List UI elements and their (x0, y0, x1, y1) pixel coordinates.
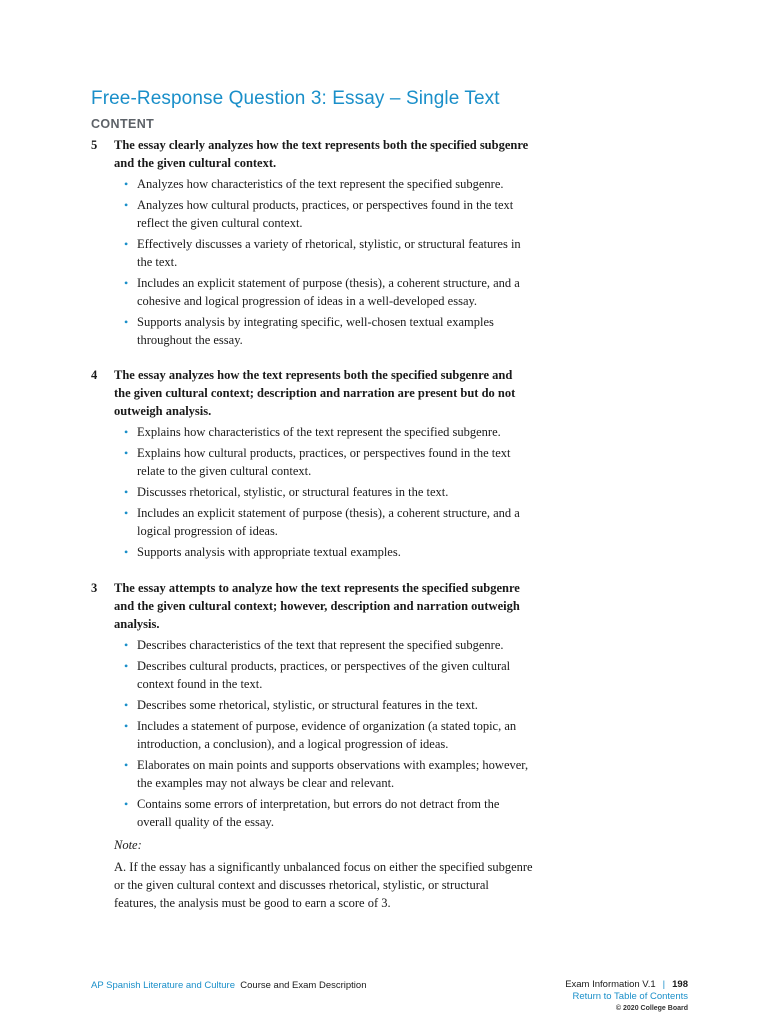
score-number: 4 (91, 368, 98, 382)
page-title: Free-Response Question 3: Essay – Single Text (91, 88, 500, 109)
score-number: 3 (91, 581, 98, 595)
footer-exam-info: Exam Information V.1 (565, 979, 656, 990)
bullet-icon: • (124, 506, 129, 520)
bullet-icon: • (124, 758, 129, 772)
list-item: • Includes an explicit statement of purpose (thesis), a coherent structure, and a logical progression of ideas. (124, 506, 520, 538)
list-item: • Analyzes how cultural products, practices, or perspectives found in the text reflect the given cultural context. (124, 198, 514, 230)
bullet-icon: • (124, 545, 129, 559)
bullet-icon: • (124, 177, 129, 191)
section-label: CONTENT (91, 117, 155, 131)
note-block (114, 836, 534, 912)
list-item: • Contains some errors of interpretation, but errors do not detract from the overall quality of the essay. (124, 797, 500, 829)
bullet-icon: • (124, 276, 129, 290)
bullet-icon: • (124, 719, 129, 733)
bullet-icon: • (124, 425, 129, 439)
list-item: • Supports analysis by integrating specific, well-chosen textual examples throughout the essay. (124, 315, 494, 347)
bullet-icon: • (124, 315, 129, 329)
list-item: • Describes characteristics of the text that represent the specified subgenre. (124, 638, 504, 652)
footer-course-description: Course and Exam Description (240, 980, 367, 991)
list-item: • Supports analysis with appropriate textual examples. (124, 545, 401, 559)
footer-course (91, 980, 366, 991)
score-5-block (91, 136, 531, 352)
bullet-icon: • (124, 237, 129, 251)
criteria-list (124, 175, 531, 349)
list-item: • Effectively discusses a variety of rhetorical, stylistic, or structural features in the text. (124, 237, 521, 269)
criteria-list (124, 423, 531, 561)
score-4-block (91, 366, 531, 564)
list-item: • Includes a statement of purpose, evidence of organization (a stated topic, an introduction, a conclusion), and a logical progression of ideas. (124, 719, 517, 751)
footer-page-info (565, 979, 688, 1015)
criteria-list (124, 636, 531, 831)
score-heading: The essay attempts to analyze how the text represents the specified subgenre and the given cultural context; however, description and narration outweigh analysis. (114, 581, 520, 631)
bullet-icon: • (124, 485, 129, 499)
bullet-icon: • (124, 659, 129, 673)
list-item: • Includes an explicit statement of purpose (thesis), a coherent structure, and a cohesive and logical progression of ideas in a well-developed essay. (124, 276, 520, 308)
bullet-icon: • (124, 638, 129, 652)
list-item: • Describes some rhetorical, stylistic, or structural features in the text. (124, 698, 478, 712)
score-heading: The essay clearly analyzes how the text represents both the specified subgenre and the given cultural context. (114, 138, 529, 170)
toc-link[interactable]: Return to Table of Contents (572, 991, 688, 1002)
bullet-icon: • (124, 698, 129, 712)
list-item: • Describes cultural products, practices, or perspectives of the given cultural context found in the text. (124, 659, 511, 691)
footer-separator: | (662, 979, 666, 990)
score-3-block (91, 579, 531, 834)
score-number: 5 (91, 138, 98, 152)
list-item: • Elaborates on main points and supports observations with examples; however, the examples may not always be clear and relevant. (124, 758, 529, 790)
page-number: 198 (672, 979, 688, 990)
copyright: © 2020 College Board (615, 1005, 688, 1012)
list-item: • Discusses rhetorical, stylistic, or structural features in the text. (124, 485, 449, 499)
bullet-icon: • (124, 198, 129, 212)
list-item: • Analyzes how characteristics of the text represent the specified subgenre. (124, 177, 504, 191)
note-text: A. If the essay has a significantly unbalanced focus on either the specified subgenre or the given cultural context and discusses rhetorical, stylistic, or structural features, the analysis must be good to earn a score of 3. (114, 860, 533, 910)
bullet-icon: • (124, 446, 129, 460)
list-item: • Explains how cultural products, practices, or perspectives found in the text relate to the given cultural context. (124, 446, 511, 478)
bullet-icon: • (124, 797, 129, 811)
list-item: • Explains how characteristics of the text represent the specified subgenre. (124, 425, 501, 439)
note-label: Note: (114, 838, 142, 852)
footer-course-title: AP Spanish Literature and Culture (91, 980, 235, 991)
score-heading: The essay analyzes how the text represents both the specified subgenre and the given cultural context; description and narration are present but do not outweigh analysis. (114, 368, 516, 418)
